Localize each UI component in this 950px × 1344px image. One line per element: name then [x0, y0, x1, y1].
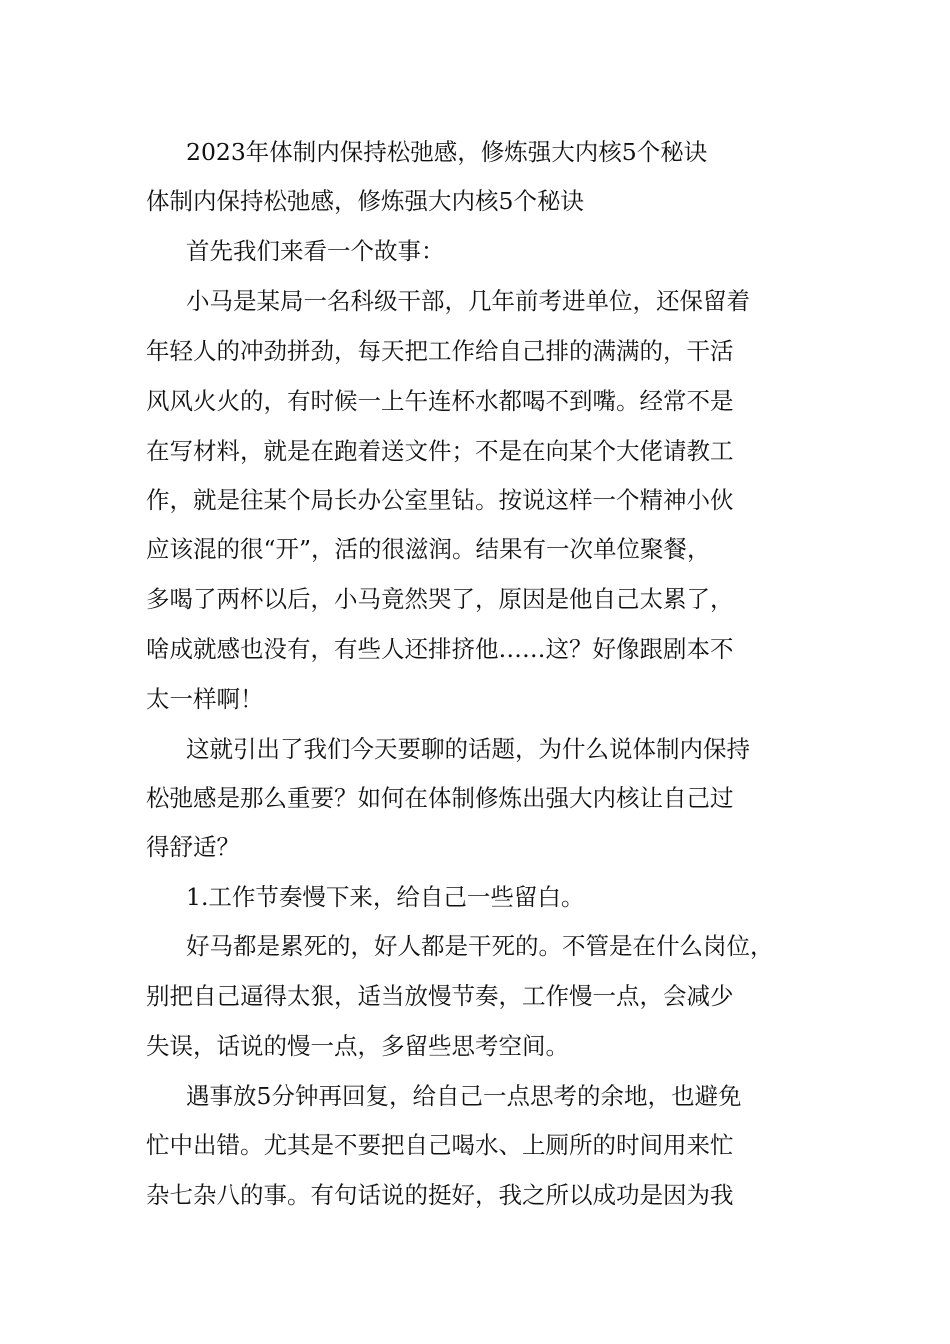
paragraph-line: 遇事放5分钟再回复，给自己一点思考的余地，也避免 — [186, 1082, 742, 1110]
paragraph-line: 这就引出了我们今天要聊的话题，为什么说体制内保持 — [186, 735, 750, 763]
paragraph-line: 松弛感是那么重要？如何在体制修炼出强大内核让自己过 — [146, 784, 734, 812]
document-subtitle: 体制内保持松弛感，修炼强大内核5个秘诀 — [146, 187, 584, 215]
paragraph-line: 啥成就感也没有，有些人还排挤他……这？好像跟剧本不 — [146, 635, 734, 663]
paragraph-line: 好马都是累死的，好人都是干死的。不管是在什么岗位， — [186, 932, 774, 960]
paragraph-line: 年轻人的冲劲拼劲，每天把工作给自己排的满满的，干活 — [146, 337, 734, 365]
section-heading: 1.工作节奏慢下来，给自己一些留白。 — [186, 883, 585, 911]
paragraph-line: 杂七杂八的事。有句话说的挺好，我之所以成功是因为我 — [146, 1181, 734, 1209]
paragraph-line: 多喝了两杯以后，小马竟然哭了，原因是他自己太累了， — [146, 585, 734, 613]
document-title: 2023年体制内保持松弛感，修炼强大内核5个秘诀 — [186, 138, 708, 166]
paragraph-line: 别把自己逼得太狠，适当放慢节奏，工作慢一点，会减少 — [146, 982, 734, 1010]
paragraph-line: 应该混的很“开”，活的很滋润。结果有一次单位聚餐， — [146, 535, 711, 563]
paragraph-line: 忙中出错。尤其是不要把自己喝水、上厕所的时间用来忙 — [146, 1131, 734, 1159]
paragraph-line: 太一样啊！ — [146, 685, 264, 713]
paragraph-line: 小马是某局一名科级干部，几年前考进单位，还保留着 — [186, 287, 750, 315]
paragraph-line: 首先我们来看一个故事： — [186, 237, 445, 265]
paragraph-line: 得舒适？ — [146, 833, 240, 861]
paragraph-line: 在写材料，就是在跑着送文件；不是在向某个大佬请教工 — [146, 437, 734, 465]
paragraph-line: 作，就是往某个局长办公室里钻。按说这样一个精神小伙 — [146, 486, 734, 514]
paragraph-line: 风风火火的，有时候一上午连杯水都喝不到嘴。经常不是 — [146, 387, 734, 415]
paragraph-line: 失误，话说的慢一点，多留些思考空间。 — [146, 1032, 569, 1060]
